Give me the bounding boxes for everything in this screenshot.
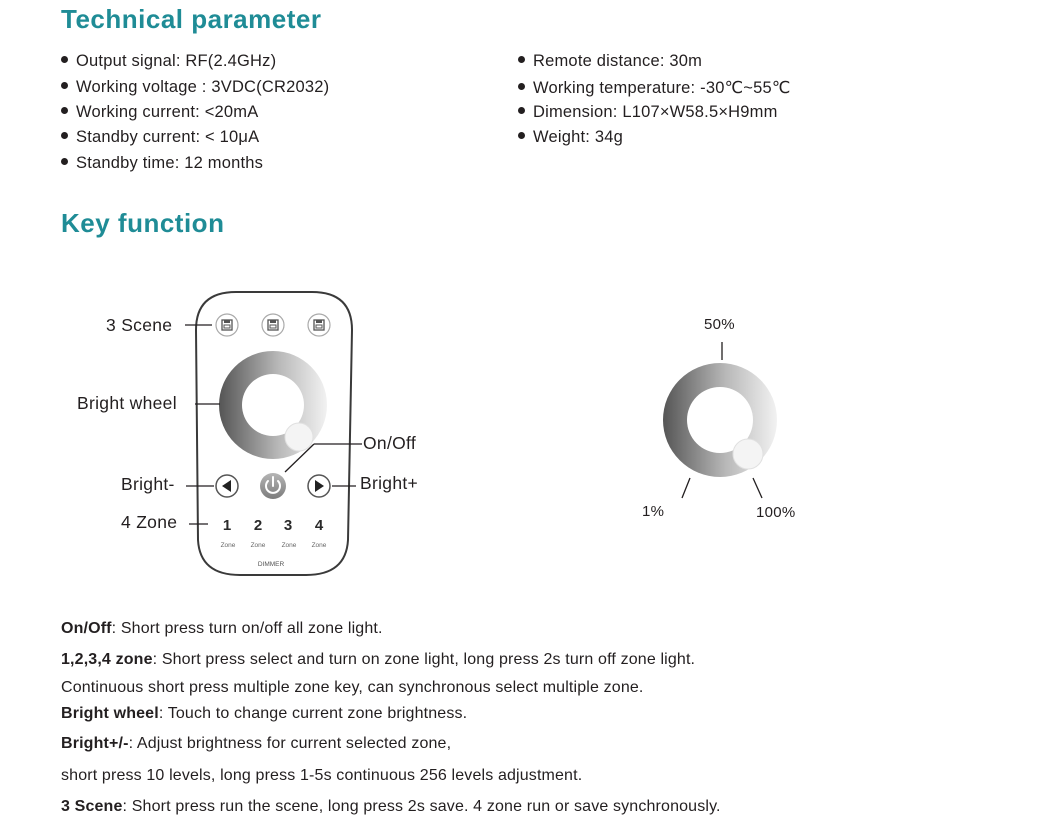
- desc-bright-plus-minus: Bright+/-: Adjust brightness for current selected zone,: [61, 735, 452, 752]
- bullet-icon: [61, 82, 68, 89]
- model-label: DIMMER: [257, 561, 285, 568]
- desc-on-off: On/Off: Short press turn on/off all zone light.: [61, 620, 383, 637]
- bullet-icon: [61, 158, 68, 165]
- bullet-icon: [61, 56, 68, 63]
- spec-dimension: Dimension: L107×W58.5×H9mm: [518, 103, 778, 122]
- technical-parameter-heading: Technical parameter: [61, 4, 322, 34]
- brightness-wheel[interactable]: [219, 351, 327, 459]
- spec-remote-distance: Remote distance: 30m: [518, 52, 702, 71]
- bullet-icon: [61, 107, 68, 114]
- callout-bright-wheel: Bright wheel: [77, 393, 177, 413]
- desc-3-scene: 3 Scene: Short press run the scene, long press 2s save. 4 zone run or save synchronously.: [61, 798, 721, 815]
- bright-minus-button[interactable]: [216, 475, 238, 497]
- callout-on-off: On/Off: [363, 433, 417, 453]
- spec-working-voltage: Working voltage : 3VDC(CR2032): [61, 78, 329, 97]
- scene-button-3[interactable]: [308, 314, 330, 336]
- svg-text:1: 1: [222, 517, 232, 534]
- bullet-icon: [61, 132, 68, 139]
- bullet-icon: [518, 107, 525, 114]
- callout-3-scene: 3 Scene: [106, 315, 173, 335]
- brightness-wheel-diagram: [663, 363, 777, 477]
- desc-zone: 1,2,3,4 zone: Short press select and turn on zone light, long press 2s turn off zone light.: [61, 651, 696, 668]
- desc-zone-continued: Continuous short press multiple zone key, can synchronous select multiple zone.: [61, 679, 644, 696]
- callout-bright-minus: Bright-: [121, 474, 175, 494]
- wheel-percentage-diagram: [620, 300, 840, 530]
- key-function-heading: Key function: [61, 208, 225, 238]
- scene-button-2[interactable]: [262, 314, 284, 336]
- spec-standby-time: Standby time: 12 months: [61, 154, 263, 173]
- svg-text:4: 4: [314, 517, 324, 534]
- spec-working-current: Working current: <20mA: [61, 103, 258, 122]
- svg-text:Zone: Zone: [250, 542, 266, 549]
- label-1-percent: 1%: [642, 503, 665, 520]
- callout-bright-plus: Bright+: [360, 473, 419, 493]
- svg-text:Zone: Zone: [311, 542, 327, 549]
- callout-4-zone: 4 Zone: [121, 512, 178, 532]
- bullet-icon: [518, 83, 525, 90]
- bullet-icon: [518, 132, 525, 139]
- spec-working-temperature: Working temperature: -30℃~55℃: [518, 78, 791, 98]
- svg-text:Zone: Zone: [220, 542, 236, 549]
- desc-bright-levels: short press 10 levels, long press 1-5s continuous 256 levels adjustment.: [61, 767, 583, 784]
- spec-standby-current: Standby current: < 10μA: [61, 128, 259, 147]
- label-100-percent: 100%: [756, 504, 796, 521]
- bullet-icon: [518, 56, 525, 63]
- spec-output-signal: Output signal: RF(2.4GHz): [61, 52, 276, 71]
- spec-weight: Weight: 34g: [518, 128, 623, 147]
- scene-button-1[interactable]: [216, 314, 238, 336]
- svg-text:3: 3: [283, 517, 293, 534]
- label-50-percent: 50%: [704, 316, 735, 333]
- svg-text:2: 2: [253, 517, 263, 534]
- bright-plus-button[interactable]: [308, 475, 330, 497]
- power-button[interactable]: [260, 473, 286, 499]
- desc-bright-wheel: Bright wheel: Touch to change current zone brightness.: [61, 705, 468, 722]
- svg-text:Zone: Zone: [281, 542, 297, 549]
